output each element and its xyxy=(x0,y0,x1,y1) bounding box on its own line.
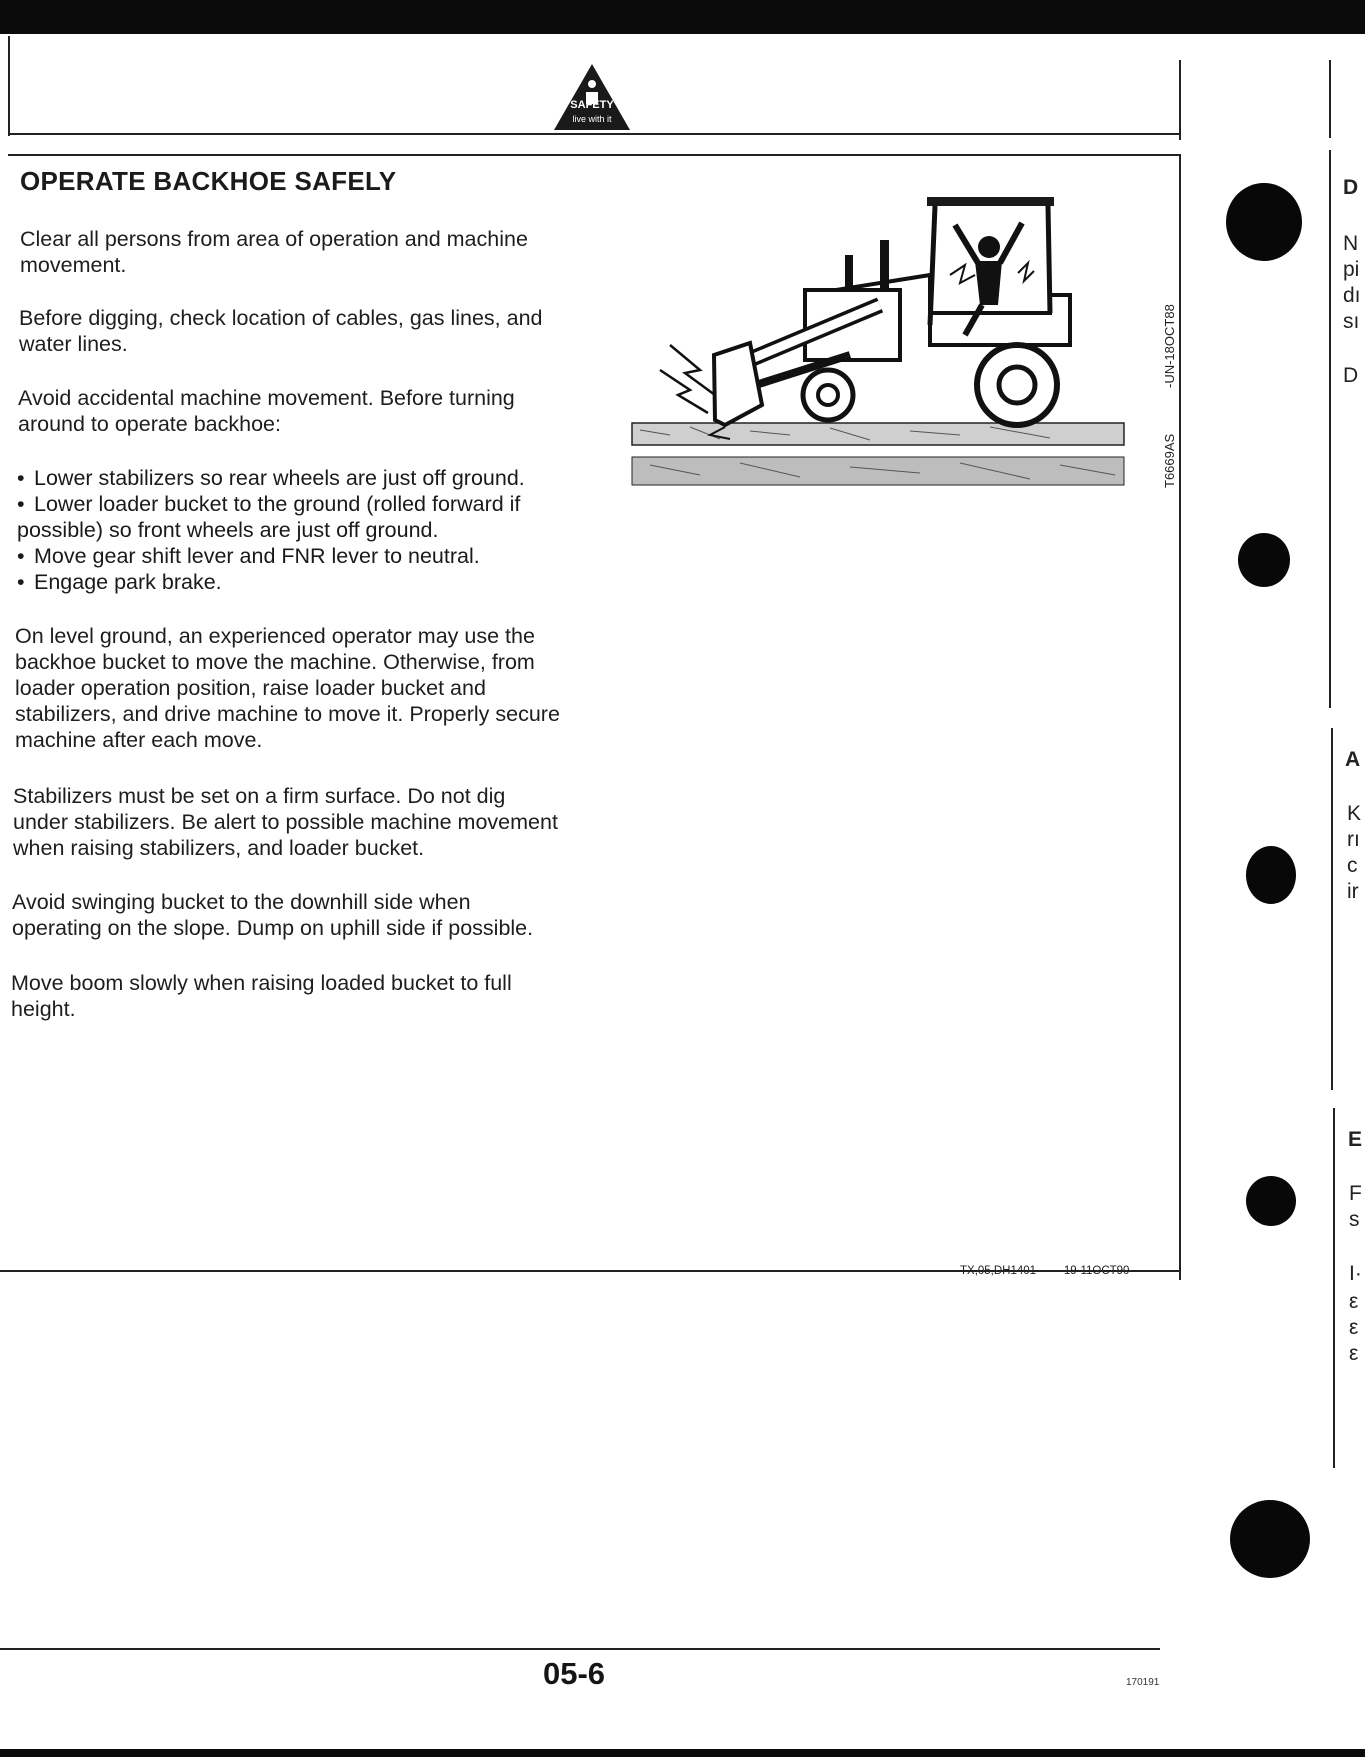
text-line: Lower loader bucket to the ground (rolled forward if xyxy=(34,492,521,516)
adjacent-text: N xyxy=(1343,232,1359,255)
adjacent-text: D xyxy=(1343,364,1359,387)
binder-hole xyxy=(1246,1176,1296,1226)
adjacent-text: E xyxy=(1348,1128,1363,1151)
binder-hole xyxy=(1230,1500,1310,1578)
safety-badge-label: SAFETY xyxy=(570,99,614,111)
document-code: TX,05,DH1401 xyxy=(960,1265,1037,1277)
text-line: Avoid swinging bucket to the downhill side when xyxy=(12,890,471,914)
adjacent-page-border xyxy=(1333,1108,1335,1468)
binder-hole xyxy=(1238,533,1290,587)
adjacent-text: c xyxy=(1347,854,1358,877)
document-date: -19-11OCT90 xyxy=(1060,1265,1130,1277)
scan-bottom-edge xyxy=(0,1749,1365,1757)
adjacent-text: A xyxy=(1345,748,1361,771)
paragraph-avoid-movement xyxy=(18,385,515,437)
adjacent-page-border xyxy=(1329,60,1331,138)
binder-hole xyxy=(1226,183,1302,261)
text-line: Stabilizers must be set on a firm surface. Do not dig xyxy=(13,784,506,808)
list-item xyxy=(17,465,525,491)
adjacent-text: ir xyxy=(1347,880,1359,903)
text-line: around to operate backhoe: xyxy=(18,412,281,436)
text-line: under stabilizers. Be alert to possible machine movement xyxy=(13,810,558,834)
safety-steps-list xyxy=(17,465,525,595)
text-line: On level ground, an experienced operator may use the xyxy=(15,624,535,648)
text-line: Engage park brake. xyxy=(34,570,222,594)
text-line: water lines. xyxy=(19,332,128,356)
adjacent-text: pi xyxy=(1343,258,1360,281)
adjacent-page-border xyxy=(1331,728,1333,1090)
bullet-icon: • xyxy=(17,466,25,490)
list-item xyxy=(17,491,525,543)
header-right-border xyxy=(1179,60,1181,140)
safety-badge xyxy=(552,62,632,132)
paragraph-boom xyxy=(11,970,512,1022)
adjacent-text: K xyxy=(1347,802,1362,825)
adjacent-text: D xyxy=(1343,176,1359,199)
list-item xyxy=(17,543,525,569)
text-line: movement. xyxy=(20,253,127,277)
text-line: Clear all persons from area of operation and machine xyxy=(20,227,528,251)
text-line: stabilizers, and drive machine to move it. Properly secure xyxy=(15,702,560,726)
paragraph-before-digging xyxy=(19,305,543,357)
safety-badge-tagline: live with it xyxy=(572,114,612,124)
text-line: height. xyxy=(11,997,76,1021)
backhoe-illustration xyxy=(630,195,1130,495)
page-number: 05-6 xyxy=(543,1656,606,1691)
illustration-code-ref: T6669AS xyxy=(1162,433,1177,488)
text-line: machine after each move. xyxy=(15,728,263,752)
paragraph-clear-persons xyxy=(20,226,528,278)
adjacent-text: ε xyxy=(1349,1290,1359,1313)
adjacent-text: ε xyxy=(1349,1316,1359,1339)
list-item xyxy=(17,569,525,595)
adjacent-text: sı xyxy=(1343,310,1360,333)
adjacent-text: I· xyxy=(1349,1262,1362,1285)
header-bottom-rule xyxy=(8,133,1180,135)
paragraph-slope xyxy=(12,889,533,941)
content-right-border xyxy=(1179,154,1181,1280)
header-left-border xyxy=(8,36,10,136)
backhoe-electrocution-icon xyxy=(630,195,1130,495)
binder-hole xyxy=(1246,846,1296,904)
text-line: Move gear shift lever and FNR lever to neutral. xyxy=(34,544,480,568)
adjacent-text: dı xyxy=(1343,284,1361,307)
text-line: Avoid accidental machine movement. Before turning xyxy=(18,386,515,410)
text-line: backhoe bucket to move the machine. Otherwise, from xyxy=(15,650,535,674)
bullet-icon: • xyxy=(17,570,25,594)
text-line: when raising stabilizers, and loader bucket. xyxy=(13,836,425,860)
adjacent-text: rı xyxy=(1347,828,1360,851)
bullet-icon: • xyxy=(17,492,25,516)
scan-top-edge xyxy=(0,0,1365,34)
text-line: possible) so front wheels are just off ground. xyxy=(17,518,439,542)
text-line: Before digging, check location of cables, gas lines, and xyxy=(19,306,543,330)
adjacent-page-border xyxy=(1329,150,1331,708)
bullet-icon: • xyxy=(17,544,25,568)
text-line: loader operation position, raise loader bucket and xyxy=(15,676,486,700)
paragraph-level-ground xyxy=(15,623,560,753)
print-date: 170191 xyxy=(1126,1677,1160,1688)
adjacent-text: ε xyxy=(1349,1342,1359,1365)
paragraph-stabilizers xyxy=(13,783,558,861)
content-top-rule xyxy=(8,154,1180,156)
text-line: operating on the slope. Dump on uphill side if possible. xyxy=(12,916,534,940)
illustration-date-ref: -UN-18OCT88 xyxy=(1162,304,1177,388)
adjacent-text: s xyxy=(1349,1208,1360,1231)
text-line: Move boom slowly when raising loaded bucket to full xyxy=(11,971,512,995)
footer-rule xyxy=(0,1648,1160,1650)
section-title: OPERATE BACKHOE SAFELY xyxy=(20,166,397,196)
text-line: Lower stabilizers so rear wheels are just off ground. xyxy=(34,466,525,490)
adjacent-text: F xyxy=(1349,1182,1362,1205)
